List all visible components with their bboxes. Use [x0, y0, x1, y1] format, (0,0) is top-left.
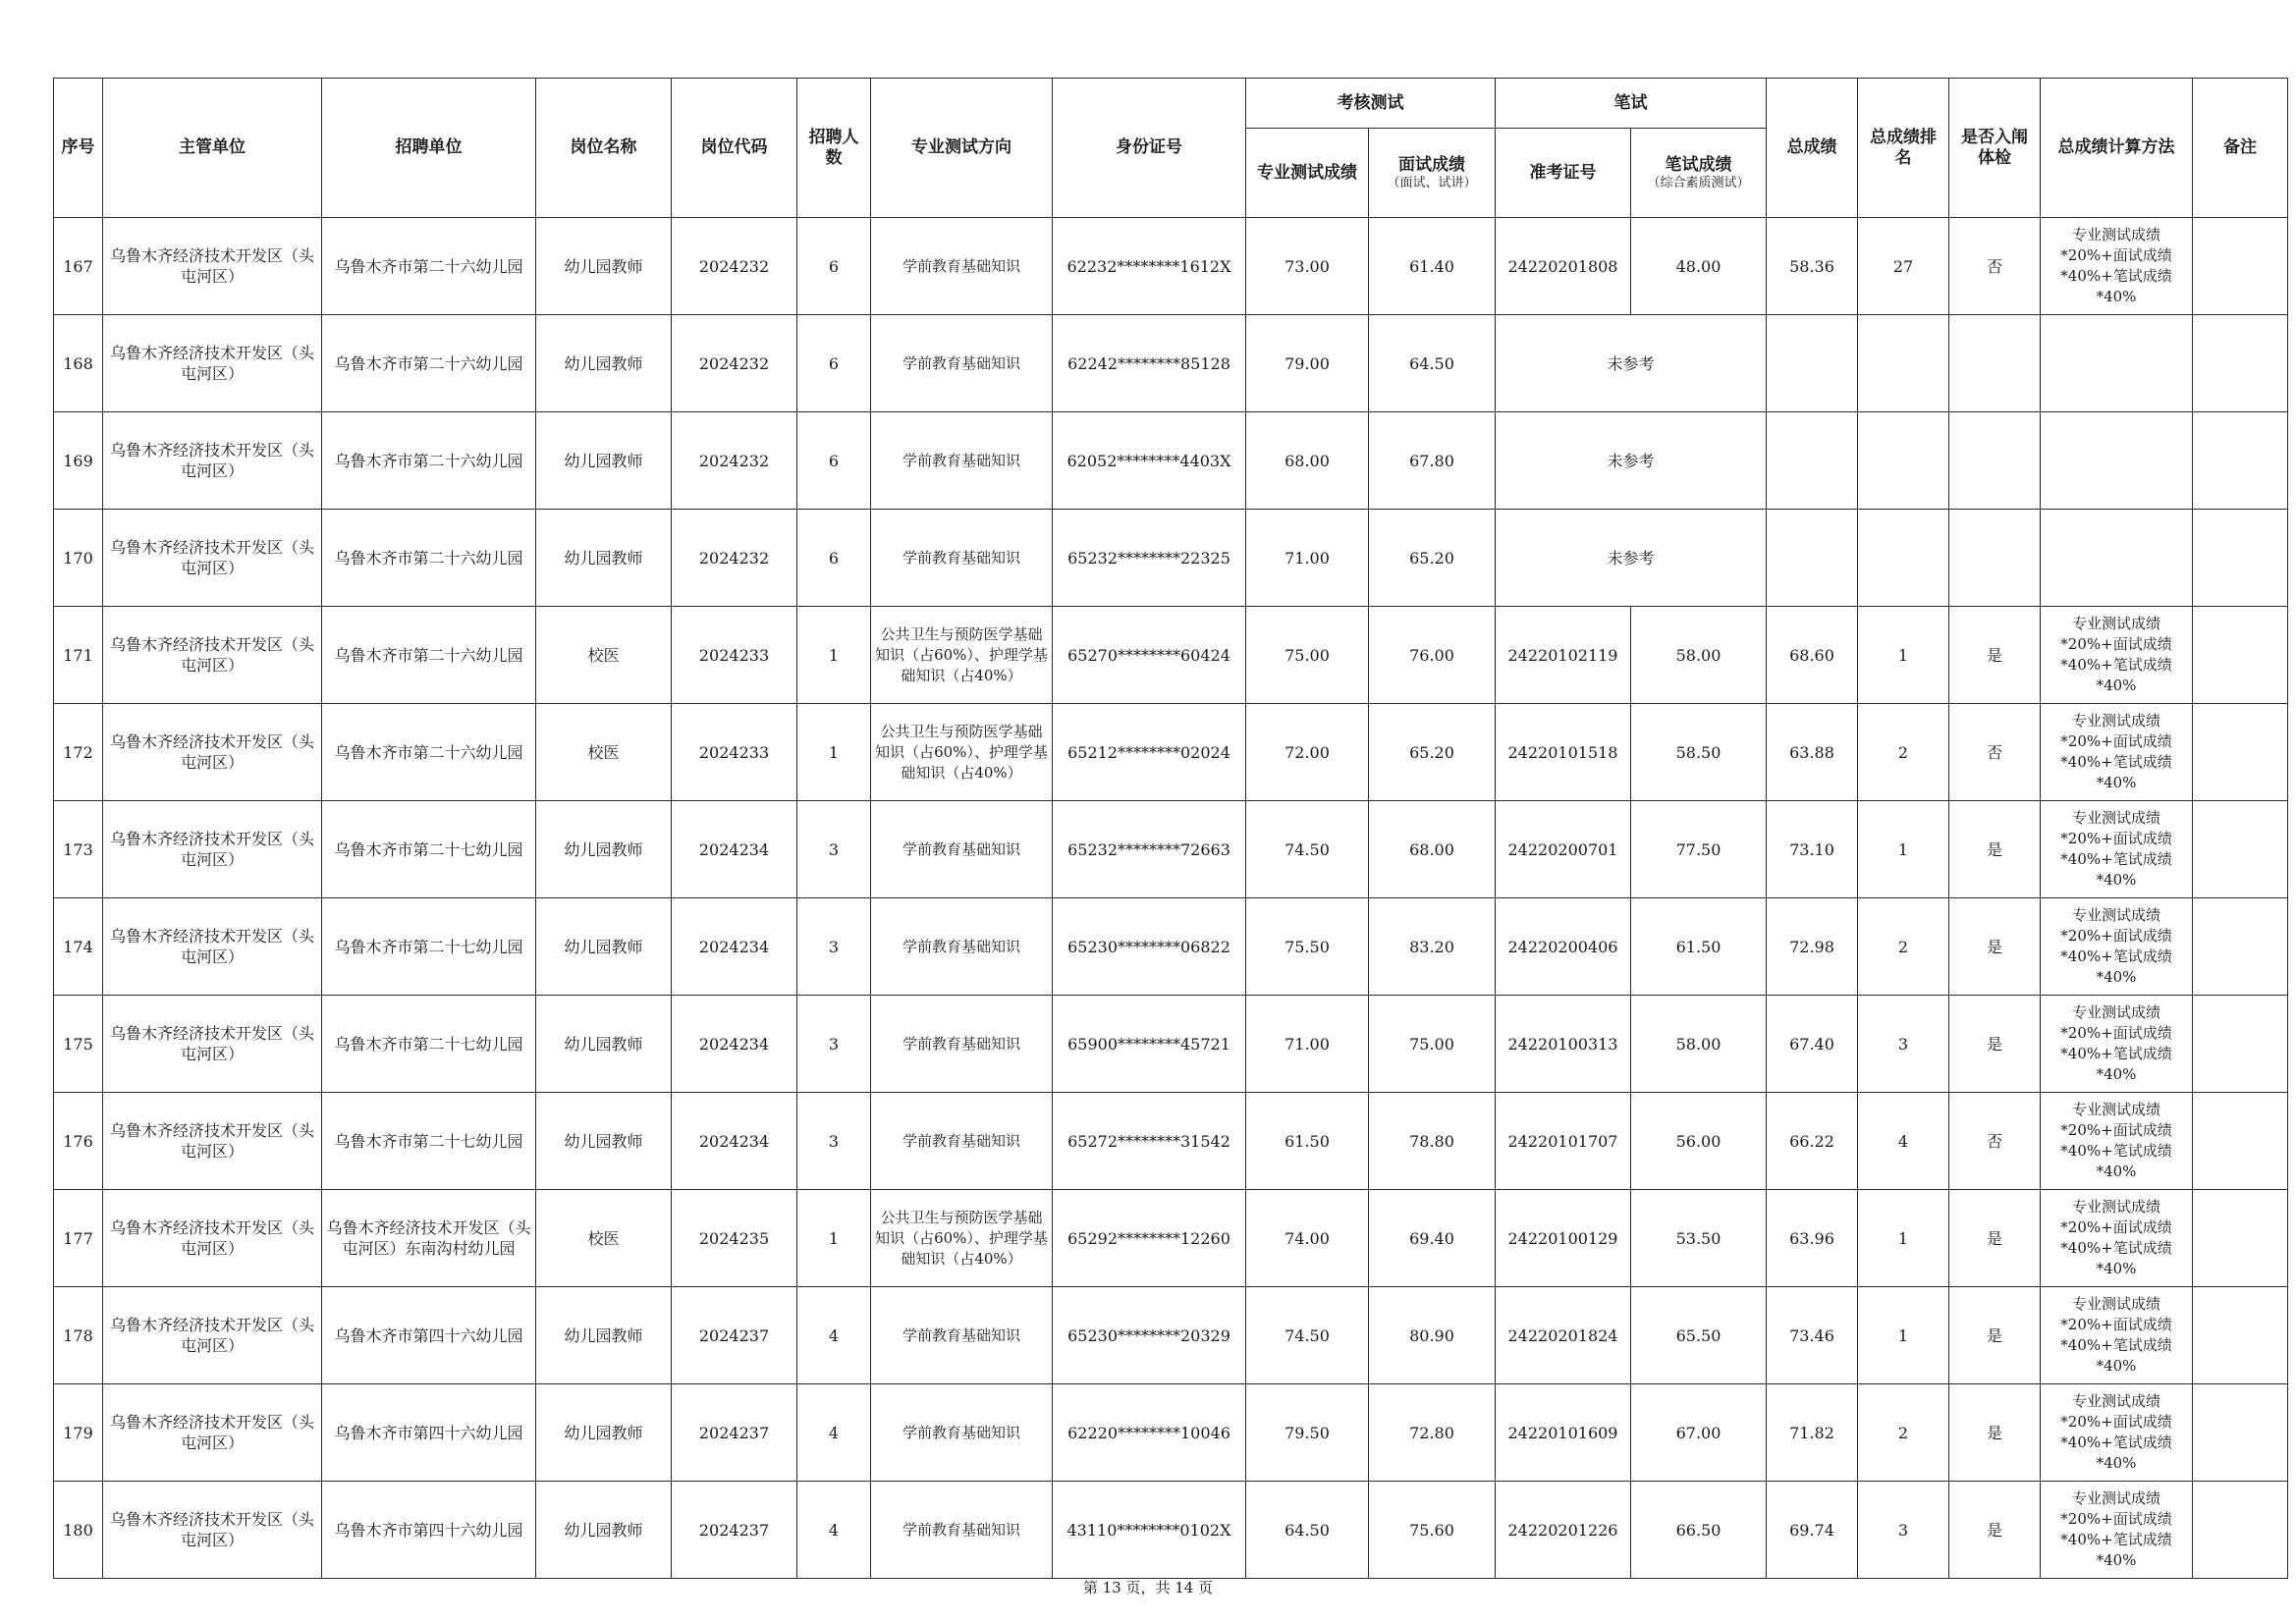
cell-interview-score: 78.80 — [1369, 1093, 1496, 1190]
cell-quota: 4 — [797, 1287, 871, 1384]
cell-unit: 乌鲁木齐市第二十七幼儿园 — [322, 996, 536, 1093]
cell-physical-check: 是 — [1949, 898, 2041, 996]
table-row — [54, 1190, 2288, 1287]
cell-dept: 乌鲁木齐经济技术开发区（头屯河区） — [103, 218, 322, 315]
cell-id-number: 62242********85128 — [1053, 315, 1246, 412]
interview-score-label: 面试成绩 — [1398, 154, 1465, 175]
cell-calc-method: 专业测试成绩*20%+面试成绩*40%+笔试成绩*40% — [2041, 1384, 2193, 1482]
table-row — [54, 801, 2288, 898]
cell-ticket-number: 24220101518 — [1496, 704, 1631, 801]
cell-absent-note: 未参考 — [1496, 315, 1767, 412]
cell-dept: 乌鲁木齐经济技术开发区（头屯河区） — [103, 1190, 322, 1287]
interview-score-sublabel: （面试、试讲） — [1387, 175, 1477, 190]
cell-interview-score: 75.00 — [1369, 996, 1496, 1093]
cell-physical-check: 是 — [1949, 996, 2041, 1093]
table-row — [54, 1287, 2288, 1384]
cell-interview-score: 65.20 — [1369, 510, 1496, 607]
cell-ticket-number: 24220101707 — [1496, 1093, 1631, 1190]
cell-written-score: 61.50 — [1631, 898, 1767, 996]
cell-seq: 169 — [54, 412, 103, 510]
cell-quota: 3 — [797, 1093, 871, 1190]
cell-direction: 学前教育基础知识 — [871, 1287, 1053, 1384]
cell-post-name: 幼儿园教师 — [536, 218, 672, 315]
cell-prof-score: 79.00 — [1246, 315, 1369, 412]
cell-quota: 6 — [797, 218, 871, 315]
cell-seq: 172 — [54, 704, 103, 801]
cell-written-score: 58.00 — [1631, 996, 1767, 1093]
cell-total-score: 72.98 — [1767, 898, 1858, 996]
cell-direction: 公共卫生与预防医学基础知识（占60%）、护理学基础知识（占40%） — [871, 704, 1053, 801]
cell-written-score: 48.00 — [1631, 218, 1767, 315]
cell-remark — [2193, 1190, 2288, 1287]
cell-post-code: 2024237 — [672, 1384, 797, 1482]
cell-id-number: 62232********1612X — [1053, 218, 1246, 315]
table-body — [54, 218, 2288, 1579]
table-header-row-1 — [54, 79, 2288, 129]
cell-calc-method: 专业测试成绩*20%+面试成绩*40%+笔试成绩*40% — [2041, 898, 2193, 996]
cell-quota: 6 — [797, 412, 871, 510]
cell-remark — [2193, 1093, 2288, 1190]
cell-remark — [2193, 1384, 2288, 1482]
cell-dept: 乌鲁木齐经济技术开发区（头屯河区） — [103, 1482, 322, 1579]
cell-post-name: 幼儿园教师 — [536, 801, 672, 898]
cell-physical-check: 是 — [1949, 1482, 2041, 1579]
cell-seq: 170 — [54, 510, 103, 607]
cell-dept: 乌鲁木齐经济技术开发区（头屯河区） — [103, 996, 322, 1093]
col-group-written: 笔试 — [1496, 79, 1767, 129]
cell-post-name: 幼儿园教师 — [536, 510, 672, 607]
cell-calc-method — [2041, 315, 2193, 412]
cell-id-number: 65232********72663 — [1053, 801, 1246, 898]
cell-calc-method: 专业测试成绩*20%+面试成绩*40%+笔试成绩*40% — [2041, 1190, 2193, 1287]
cell-calc-method — [2041, 510, 2193, 607]
cell-seq: 173 — [54, 801, 103, 898]
table-row — [54, 315, 2288, 412]
cell-written-score: 53.50 — [1631, 1190, 1767, 1287]
cell-post-code: 2024232 — [672, 218, 797, 315]
cell-ticket-number: 24220100313 — [1496, 996, 1631, 1093]
cell-unit: 乌鲁木齐市第二十六幼儿园 — [322, 704, 536, 801]
cell-id-number: 65900********45721 — [1053, 996, 1246, 1093]
cell-calc-method: 专业测试成绩*20%+面试成绩*40%+笔试成绩*40% — [2041, 801, 2193, 898]
cell-remark — [2193, 898, 2288, 996]
col-header-interview-score — [1369, 129, 1496, 218]
cell-id-number: 65270********60424 — [1053, 607, 1246, 704]
cell-post-name: 幼儿园教师 — [536, 1384, 672, 1482]
cell-id-number: 65230********20329 — [1053, 1287, 1246, 1384]
cell-post-code: 2024237 — [672, 1287, 797, 1384]
cell-rank: 1 — [1858, 801, 1949, 898]
cell-remark — [2193, 996, 2288, 1093]
cell-unit: 乌鲁木齐市第二十六幼儿园 — [322, 218, 536, 315]
cell-total-score: 68.60 — [1767, 607, 1858, 704]
cell-seq: 179 — [54, 1384, 103, 1482]
cell-post-code: 2024233 — [672, 704, 797, 801]
cell-id-number: 65232********22325 — [1053, 510, 1246, 607]
cell-seq: 167 — [54, 218, 103, 315]
col-header-prof-score: 专业测试成绩 — [1246, 129, 1369, 218]
cell-total-score: 71.82 — [1767, 1384, 1858, 1482]
cell-direction: 学前教育基础知识 — [871, 898, 1053, 996]
cell-physical-check: 否 — [1949, 218, 2041, 315]
cell-unit: 乌鲁木齐市第二十六幼儿园 — [322, 607, 536, 704]
cell-unit: 乌鲁木齐市第二十七幼儿园 — [322, 898, 536, 996]
table-row — [54, 412, 2288, 510]
cell-dept: 乌鲁木齐经济技术开发区（头屯河区） — [103, 1093, 322, 1190]
cell-total-score: 73.46 — [1767, 1287, 1858, 1384]
cell-post-code: 2024237 — [672, 1482, 797, 1579]
cell-prof-score: 68.00 — [1246, 412, 1369, 510]
cell-dept: 乌鲁木齐经济技术开发区（头屯河区） — [103, 1384, 322, 1482]
cell-total-score: 69.74 — [1767, 1482, 1858, 1579]
cell-remark — [2193, 1287, 2288, 1384]
cell-direction: 学前教育基础知识 — [871, 412, 1053, 510]
cell-remark — [2193, 510, 2288, 607]
cell-absent-note: 未参考 — [1496, 510, 1767, 607]
cell-quota: 3 — [797, 996, 871, 1093]
cell-written-score: 65.50 — [1631, 1287, 1767, 1384]
cell-total-score: 63.88 — [1767, 704, 1858, 801]
col-header-ticket: 准考证号 — [1496, 129, 1631, 218]
cell-dept: 乌鲁木齐经济技术开发区（头屯河区） — [103, 704, 322, 801]
cell-rank: 1 — [1858, 607, 1949, 704]
cell-prof-score: 71.00 — [1246, 996, 1369, 1093]
written-score-label: 笔试成绩 — [1665, 154, 1732, 175]
table-row — [54, 1093, 2288, 1190]
col-header-total: 总成绩 — [1767, 79, 1858, 218]
cell-dept: 乌鲁木齐经济技术开发区（头屯河区） — [103, 801, 322, 898]
col-header-rank: 总成绩排名 — [1858, 79, 1949, 218]
cell-calc-method: 专业测试成绩*20%+面试成绩*40%+笔试成绩*40% — [2041, 1482, 2193, 1579]
cell-prof-score: 73.00 — [1246, 218, 1369, 315]
cell-total-score: 58.36 — [1767, 218, 1858, 315]
cell-post-code: 2024234 — [672, 996, 797, 1093]
cell-rank: 3 — [1858, 996, 1949, 1093]
cell-seq: 171 — [54, 607, 103, 704]
cell-calc-method: 专业测试成绩*20%+面试成绩*40%+笔试成绩*40% — [2041, 704, 2193, 801]
cell-prof-score: 79.50 — [1246, 1384, 1369, 1482]
cell-unit: 乌鲁木齐市第二十七幼儿园 — [322, 1093, 536, 1190]
cell-seq: 180 — [54, 1482, 103, 1579]
cell-ticket-number: 24220102119 — [1496, 607, 1631, 704]
col-header-direction: 专业测试方向 — [871, 79, 1053, 218]
cell-interview-score: 83.20 — [1369, 898, 1496, 996]
cell-remark — [2193, 315, 2288, 412]
cell-quota: 1 — [797, 607, 871, 704]
cell-physical-check: 否 — [1949, 1093, 2041, 1190]
cell-prof-score: 64.50 — [1246, 1482, 1369, 1579]
cell-post-name: 幼儿园教师 — [536, 412, 672, 510]
cell-dept: 乌鲁木齐经济技术开发区（头屯河区） — [103, 607, 322, 704]
cell-post-name: 幼儿园教师 — [536, 996, 672, 1093]
cell-rank: 4 — [1858, 1093, 1949, 1190]
cell-direction: 学前教育基础知识 — [871, 510, 1053, 607]
cell-unit: 乌鲁木齐经济技术开发区（头屯河区）东南沟村幼儿园 — [322, 1190, 536, 1287]
cell-unit: 乌鲁木齐市第二十七幼儿园 — [322, 801, 536, 898]
cell-post-name: 幼儿园教师 — [536, 1093, 672, 1190]
cell-remark — [2193, 704, 2288, 801]
cell-seq: 168 — [54, 315, 103, 412]
table-row — [54, 898, 2288, 996]
col-header-unit: 招聘单位 — [322, 79, 536, 218]
cell-post-name: 幼儿园教师 — [536, 898, 672, 996]
cell-post-code: 2024232 — [672, 315, 797, 412]
table-row — [54, 996, 2288, 1093]
cell-quota: 1 — [797, 704, 871, 801]
cell-seq: 174 — [54, 898, 103, 996]
col-header-post-name: 岗位名称 — [536, 79, 672, 218]
cell-rank: 2 — [1858, 704, 1949, 801]
cell-remark — [2193, 218, 2288, 315]
cell-written-score: 56.00 — [1631, 1093, 1767, 1190]
cell-interview-score: 80.90 — [1369, 1287, 1496, 1384]
cell-written-score: 58.00 — [1631, 607, 1767, 704]
cell-rank — [1858, 412, 1949, 510]
cell-interview-score: 72.80 — [1369, 1384, 1496, 1482]
cell-physical-check: 是 — [1949, 1384, 2041, 1482]
cell-post-code: 2024233 — [672, 607, 797, 704]
cell-dept: 乌鲁木齐经济技术开发区（头屯河区） — [103, 315, 322, 412]
cell-interview-score: 75.60 — [1369, 1482, 1496, 1579]
cell-quota: 6 — [797, 510, 871, 607]
cell-post-code: 2024232 — [672, 510, 797, 607]
cell-direction: 公共卫生与预防医学基础知识（占60%）、护理学基础知识（占40%） — [871, 1190, 1053, 1287]
cell-physical-check — [1949, 315, 2041, 412]
cell-calc-method: 专业测试成绩*20%+面试成绩*40%+笔试成绩*40% — [2041, 607, 2193, 704]
cell-total-score: 73.10 — [1767, 801, 1858, 898]
cell-direction: 学前教育基础知识 — [871, 1384, 1053, 1482]
cell-total-score — [1767, 412, 1858, 510]
cell-remark — [2193, 412, 2288, 510]
cell-rank: 3 — [1858, 1482, 1949, 1579]
cell-quota: 3 — [797, 898, 871, 996]
col-group-assessment: 考核测试 — [1246, 79, 1496, 129]
cell-written-score: 66.50 — [1631, 1482, 1767, 1579]
cell-direction: 学前教育基础知识 — [871, 218, 1053, 315]
cell-calc-method: 专业测试成绩*20%+面试成绩*40%+笔试成绩*40% — [2041, 996, 2193, 1093]
cell-ticket-number: 24220201808 — [1496, 218, 1631, 315]
cell-direction: 学前教育基础知识 — [871, 1093, 1053, 1190]
col-header-seq: 序号 — [54, 79, 103, 218]
cell-interview-score: 65.20 — [1369, 704, 1496, 801]
page-number: 第 13 页，共 14 页 — [1082, 1579, 1214, 1596]
col-header-physical: 是否入闱体检 — [1949, 79, 2041, 218]
cell-ticket-number: 24220201824 — [1496, 1287, 1631, 1384]
col-header-written-score — [1631, 129, 1767, 218]
cell-interview-score: 64.50 — [1369, 315, 1496, 412]
cell-total-score: 63.96 — [1767, 1190, 1858, 1287]
cell-dept: 乌鲁木齐经济技术开发区（头屯河区） — [103, 898, 322, 996]
cell-seq: 177 — [54, 1190, 103, 1287]
cell-prof-score: 74.50 — [1246, 801, 1369, 898]
cell-unit: 乌鲁木齐市第四十六幼儿园 — [322, 1287, 536, 1384]
cell-remark — [2193, 801, 2288, 898]
col-header-dept: 主管单位 — [103, 79, 322, 218]
cell-calc-method: 专业测试成绩*20%+面试成绩*40%+笔试成绩*40% — [2041, 1287, 2193, 1384]
cell-direction: 公共卫生与预防医学基础知识（占60%）、护理学基础知识（占40%） — [871, 607, 1053, 704]
cell-id-number: 65212********02024 — [1053, 704, 1246, 801]
cell-post-name: 校医 — [536, 1190, 672, 1287]
cell-interview-score: 68.00 — [1369, 801, 1496, 898]
cell-seq: 176 — [54, 1093, 103, 1190]
written-score-sublabel: （综合素质测试） — [1647, 175, 1750, 190]
cell-calc-method — [2041, 412, 2193, 510]
cell-unit: 乌鲁木齐市第二十六幼儿园 — [322, 510, 536, 607]
cell-ticket-number: 24220200701 — [1496, 801, 1631, 898]
cell-physical-check — [1949, 510, 2041, 607]
cell-post-name: 幼儿园教师 — [536, 1287, 672, 1384]
cell-rank — [1858, 315, 1949, 412]
score-table — [53, 78, 2288, 1579]
cell-quota: 4 — [797, 1482, 871, 1579]
cell-prof-score: 74.00 — [1246, 1190, 1369, 1287]
cell-remark — [2193, 607, 2288, 704]
cell-written-score: 58.50 — [1631, 704, 1767, 801]
cell-physical-check: 是 — [1949, 607, 2041, 704]
cell-absent-note: 未参考 — [1496, 412, 1767, 510]
cell-prof-score: 75.00 — [1246, 607, 1369, 704]
cell-ticket-number: 24220201226 — [1496, 1482, 1631, 1579]
table-row — [54, 1384, 2288, 1482]
cell-unit: 乌鲁木齐市第四十六幼儿园 — [322, 1482, 536, 1579]
cell-total-score — [1767, 315, 1858, 412]
cell-rank: 2 — [1858, 898, 1949, 996]
cell-total-score — [1767, 510, 1858, 607]
cell-quota: 1 — [797, 1190, 871, 1287]
cell-id-number: 62052********4403X — [1053, 412, 1246, 510]
cell-physical-check: 是 — [1949, 1287, 2041, 1384]
cell-prof-score: 75.50 — [1246, 898, 1369, 996]
cell-prof-score: 72.00 — [1246, 704, 1369, 801]
cell-ticket-number: 24220200406 — [1496, 898, 1631, 996]
cell-quota: 3 — [797, 801, 871, 898]
cell-rank — [1858, 510, 1949, 607]
cell-calc-method: 专业测试成绩*20%+面试成绩*40%+笔试成绩*40% — [2041, 218, 2193, 315]
cell-prof-score: 74.50 — [1246, 1287, 1369, 1384]
cell-prof-score: 61.50 — [1246, 1093, 1369, 1190]
col-header-id: 身份证号 — [1053, 79, 1246, 218]
cell-post-code: 2024234 — [672, 898, 797, 996]
cell-id-number: 62220********10046 — [1053, 1384, 1246, 1482]
cell-post-code: 2024234 — [672, 801, 797, 898]
cell-unit: 乌鲁木齐市第二十六幼儿园 — [322, 315, 536, 412]
cell-rank: 2 — [1858, 1384, 1949, 1482]
cell-rank: 27 — [1858, 218, 1949, 315]
table-row — [54, 510, 2288, 607]
cell-id-number: 65292********12260 — [1053, 1190, 1246, 1287]
cell-rank: 1 — [1858, 1190, 1949, 1287]
cell-dept: 乌鲁木齐经济技术开发区（头屯河区） — [103, 1287, 322, 1384]
cell-physical-check: 是 — [1949, 1190, 2041, 1287]
cell-direction: 学前教育基础知识 — [871, 315, 1053, 412]
cell-total-score: 66.22 — [1767, 1093, 1858, 1190]
cell-post-name: 校医 — [536, 607, 672, 704]
cell-interview-score: 67.80 — [1369, 412, 1496, 510]
cell-seq: 178 — [54, 1287, 103, 1384]
table-row — [54, 1482, 2288, 1579]
cell-direction: 学前教育基础知识 — [871, 996, 1053, 1093]
col-header-quota: 招聘人数 — [797, 79, 871, 218]
cell-total-score: 67.40 — [1767, 996, 1858, 1093]
cell-dept: 乌鲁木齐经济技术开发区（头屯河区） — [103, 510, 322, 607]
cell-post-code: 2024234 — [672, 1093, 797, 1190]
cell-dept: 乌鲁木齐经济技术开发区（头屯河区） — [103, 412, 322, 510]
cell-seq: 175 — [54, 996, 103, 1093]
cell-interview-score: 69.40 — [1369, 1190, 1496, 1287]
cell-unit: 乌鲁木齐市第四十六幼儿园 — [322, 1384, 536, 1482]
cell-interview-score: 61.40 — [1369, 218, 1496, 315]
cell-ticket-number: 24220100129 — [1496, 1190, 1631, 1287]
cell-physical-check: 否 — [1949, 704, 2041, 801]
cell-written-score: 67.00 — [1631, 1384, 1767, 1482]
cell-remark — [2193, 1482, 2288, 1579]
cell-physical-check: 是 — [1949, 801, 2041, 898]
cell-written-score: 77.50 — [1631, 801, 1767, 898]
col-header-remark: 备注 — [2193, 79, 2288, 218]
col-header-post-code: 岗位代码 — [672, 79, 797, 218]
cell-direction: 学前教育基础知识 — [871, 1482, 1053, 1579]
cell-direction: 学前教育基础知识 — [871, 801, 1053, 898]
cell-prof-score: 71.00 — [1246, 510, 1369, 607]
table-row — [54, 218, 2288, 315]
cell-post-name: 幼儿园教师 — [536, 1482, 672, 1579]
cell-post-name: 幼儿园教师 — [536, 315, 672, 412]
cell-unit: 乌鲁木齐市第二十六幼儿园 — [322, 412, 536, 510]
cell-id-number: 65272********31542 — [1053, 1093, 1246, 1190]
cell-id-number: 65230********06822 — [1053, 898, 1246, 996]
cell-quota: 6 — [797, 315, 871, 412]
cell-interview-score: 76.00 — [1369, 607, 1496, 704]
cell-post-code: 2024235 — [672, 1190, 797, 1287]
cell-id-number: 43110********0102X — [1053, 1482, 1246, 1579]
cell-ticket-number: 24220101609 — [1496, 1384, 1631, 1482]
cell-post-code: 2024232 — [672, 412, 797, 510]
table-row — [54, 607, 2288, 704]
col-header-method: 总成绩计算方法 — [2041, 79, 2193, 218]
table-row — [54, 704, 2288, 801]
cell-calc-method: 专业测试成绩*20%+面试成绩*40%+笔试成绩*40% — [2041, 1093, 2193, 1190]
cell-rank: 1 — [1858, 1287, 1949, 1384]
cell-physical-check — [1949, 412, 2041, 510]
cell-quota: 4 — [797, 1384, 871, 1482]
cell-post-name: 校医 — [536, 704, 672, 801]
